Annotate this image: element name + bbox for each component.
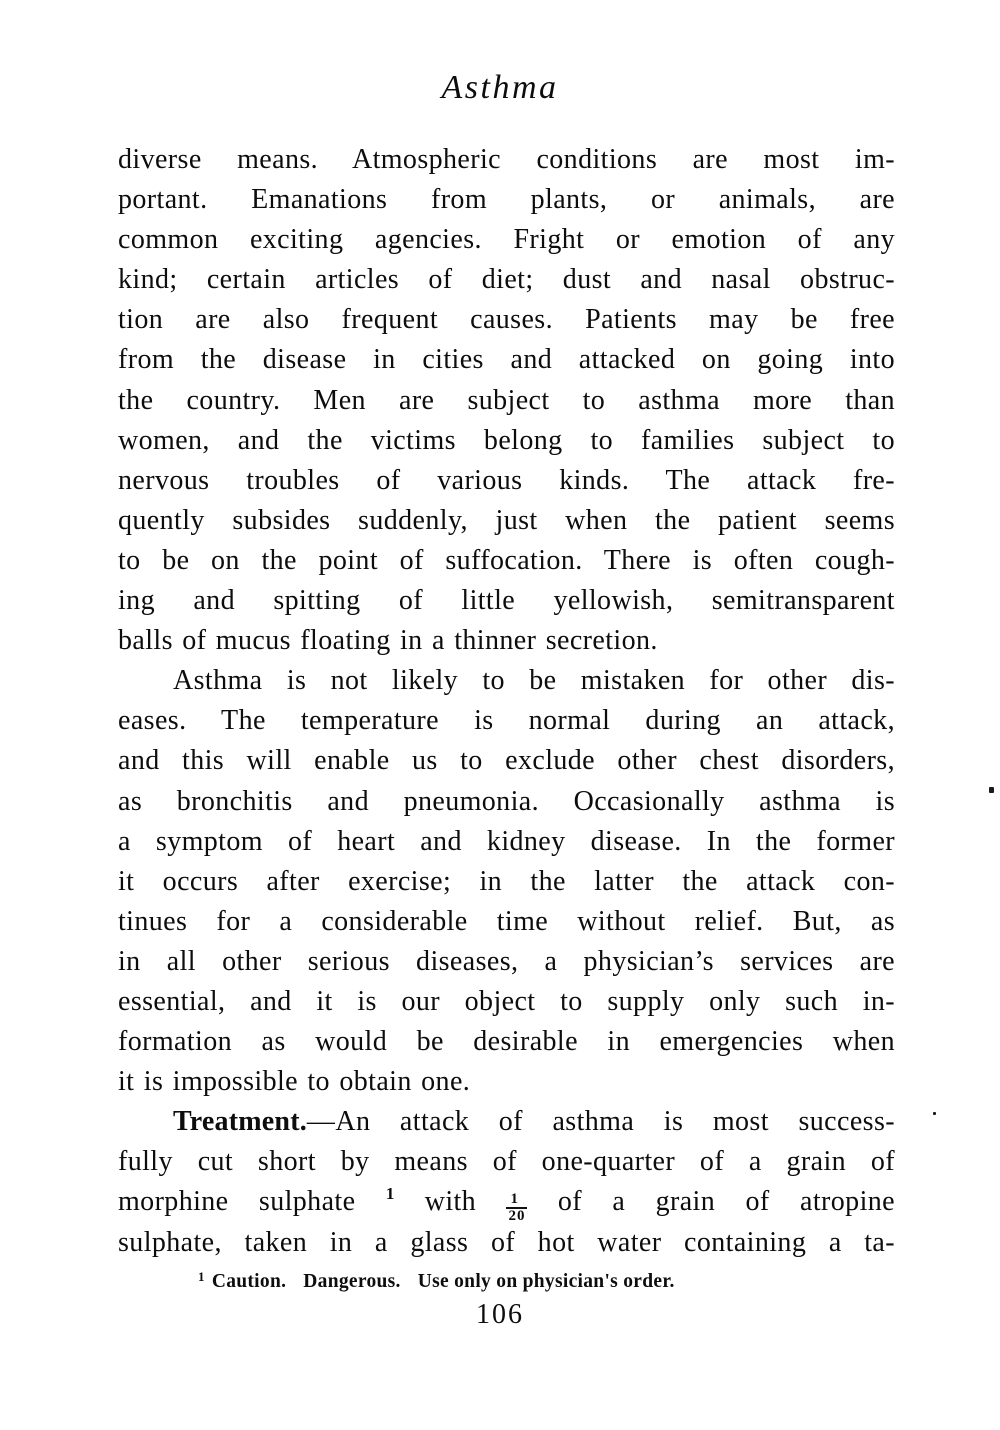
text-line: it occurs after exercise; in the latter the attack con- <box>118 865 895 897</box>
text-line: common exciting agencies. Fright or emotion of any <box>118 224 895 256</box>
text-line: tion are also frequent causes. Patients may be free <box>118 304 895 336</box>
text-line: nervous troubles of various kinds. The attack fre- <box>118 464 895 496</box>
treatment-line3-post: of a grain of atropine <box>557 1186 895 1218</box>
footnote-sentence: Use only on physician's order. <box>417 1271 675 1292</box>
body-text <box>118 140 895 1263</box>
text-line: sulphate, taken in a glass of hot water containing a ta- <box>118 1226 895 1258</box>
text-line: fully cut short by means of one-quarter of a grain of <box>118 1146 895 1178</box>
fraction-numerator: 1 <box>510 1190 519 1207</box>
text-line: it is impossible to obtain one. <box>118 1066 471 1098</box>
treatment-heading: Treatment. <box>173 1106 307 1138</box>
text-line: as bronchitis and pneumonia. Occasionally asthma is <box>118 785 895 817</box>
footnote-sentence: Dangerous. <box>303 1271 401 1292</box>
text-line: in all other serious diseases, a physician’s services are <box>118 945 895 977</box>
scan-artifact <box>989 787 994 793</box>
page-number: 106 <box>476 1299 524 1330</box>
footnote-number: 1 <box>198 1269 205 1284</box>
text-line: to be on the point of suffocation. There is often cough- <box>118 544 895 576</box>
text-line: eases. The temperature is normal during an attack, <box>118 705 895 737</box>
text-line: kind; certain articles of diet; dust and nasal obstruc- <box>118 264 895 296</box>
page-title: Asthma <box>441 69 559 106</box>
text-line: the country. Men are subject to asthma more than <box>118 384 895 416</box>
text-line: ing and spitting of little yellowish, semitransparent <box>118 585 895 617</box>
scan-artifact <box>933 1112 936 1115</box>
fraction-denominator: 20 <box>508 1208 526 1225</box>
text-line: from the disease in cities and attacked on going into <box>118 344 895 376</box>
footnote-reference-mark: 1 <box>385 1184 395 1204</box>
text-line: a symptom of heart and kidney disease. In the former <box>118 825 895 857</box>
treatment-line3-pre: morphine sulphate <box>118 1186 356 1218</box>
text-line: portant. Emanations from plants, or animals, are <box>118 184 895 216</box>
text-line: diverse means. Atmospheric conditions are most im- <box>118 144 895 175</box>
fraction-one-twentieth <box>506 1192 527 1226</box>
treatment-line3-mid: with <box>424 1186 477 1218</box>
text-line: essential, and it is our object to supply only such in- <box>118 985 895 1017</box>
text-line-with-fraction <box>118 1182 895 1225</box>
text-line: Asthma is not likely to be mistaken for other dis- <box>173 665 895 697</box>
footnote-sentence: Caution. <box>211 1271 287 1292</box>
text-line: tinues for a considerable time without relief. But, as <box>118 905 895 937</box>
text-line: formation as would be desirable in emergencies when <box>118 1026 895 1058</box>
text-line: balls of mucus floating in a thinner secretion. <box>118 625 658 657</box>
text-line: women, and the victims belong to families subject to <box>118 424 895 456</box>
text-line: quently subsides suddenly, just when the patient seems <box>118 504 895 536</box>
footnote <box>198 1269 675 1296</box>
treatment-line1-rest: —An attack of asthma is most success- <box>306 1106 895 1138</box>
text-line-treatment-start <box>118 1102 895 1142</box>
text-line: and this will enable us to exclude other chest disorders, <box>118 745 895 777</box>
